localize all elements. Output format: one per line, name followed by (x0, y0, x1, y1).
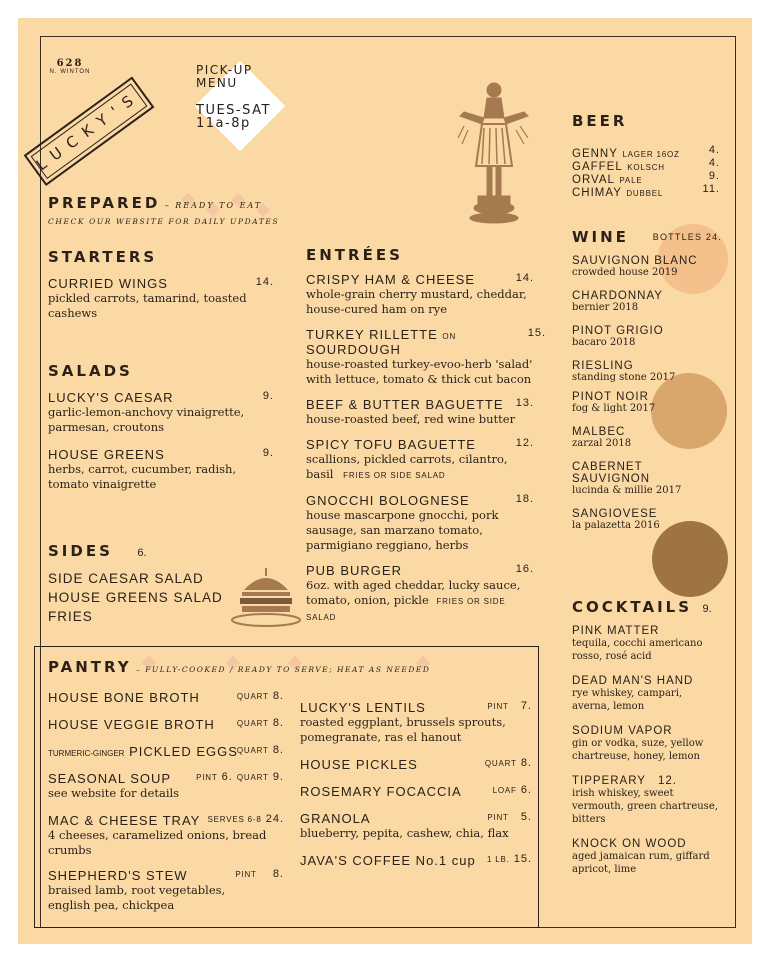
item-unit: QUART (484, 759, 517, 768)
item-name-part: SOURDOUGH (306, 342, 401, 357)
sides-price: 6. (137, 547, 147, 559)
wine-producer: standing stone 2017 (572, 372, 676, 383)
item-name: HOUSE VEGGIE BROTH (48, 717, 215, 732)
item-price: 6. (221, 771, 233, 783)
side-item: HOUSE GREENS SALAD (48, 590, 223, 605)
item-name: BEEF & BUTTER BAGUETTE (306, 397, 504, 412)
menu-item (306, 437, 534, 483)
item-unit: PINT (196, 773, 218, 782)
wine-producer: crowded house 2019 (572, 267, 678, 278)
item-note: FRIES OR SIDE SALAD (343, 471, 446, 480)
menu-item (306, 327, 546, 387)
wine-section (572, 228, 722, 531)
beer-price: 11. (702, 183, 720, 195)
item-name: LUCKY'S LENTILS (300, 700, 426, 715)
beer-style: LAGER 16OZ (622, 150, 680, 159)
item-note: FRIES OR SIDE SALAD (306, 597, 506, 622)
address-street: N. WINTON (49, 69, 91, 75)
cocktail-name: PINK MATTER (572, 625, 660, 637)
item-name-part: TURKEY RILLETTE (306, 327, 438, 342)
logo-text: LUCKY'S (32, 86, 144, 175)
item-desc: herbs, carrot, cucumber, radish, tomato vinaigrette (48, 462, 237, 491)
item-unit: PINT (235, 870, 257, 879)
cocktails-section (572, 598, 722, 876)
item-desc: roasted eggplant, brussels sprouts, pomegranate, ras el hanout (300, 715, 506, 744)
cocktails-header (572, 598, 722, 617)
item-price: 14. (255, 276, 274, 288)
pantry-item (300, 853, 532, 868)
pantry-title: PANTRY (48, 658, 132, 676)
beer-style: PALE (619, 176, 643, 185)
side-item: SIDE CAESAR SALAD (48, 571, 204, 586)
address (40, 58, 100, 75)
item-desc: garlic-lemon-anchovy vinaigrette, parmesan, croutons (48, 405, 245, 434)
prepared-tag: – READY TO EAT (164, 201, 263, 210)
item-unit: PINT (487, 813, 509, 822)
item-unit-price (487, 700, 532, 712)
beer-price: 4. (708, 144, 720, 156)
cocktails-title: COCKTAILS (572, 598, 693, 616)
wine-name: MALBEC (572, 426, 626, 438)
entrees-title: ENTRÉES (306, 246, 403, 264)
wine-name: RIESLING (572, 360, 634, 372)
pantry-item (48, 813, 284, 858)
pickup-line1: PICK-UP (196, 63, 253, 77)
item-name: CURRIED WINGS (48, 276, 168, 291)
address-number: 628 (56, 58, 84, 69)
cocktail-price: 12. (657, 775, 677, 787)
beer-style: DUBBEL (626, 189, 664, 198)
wine-name: PINOT GRIGIO (572, 325, 664, 337)
prepared-title: PREPARED (48, 194, 161, 212)
item-price: 18. (515, 493, 534, 505)
wine-header (572, 228, 722, 247)
wine-name: CHARDONNAY (572, 290, 663, 302)
item-desc: blueberry, pepita, cashew, chia, flax (300, 826, 509, 840)
cocktail-desc: irish whiskey, sweet vermouth, green chartreuse, bitters (572, 788, 718, 825)
wine-producer: lucinda & millie 2017 (572, 485, 682, 496)
item-unit: QUART (236, 746, 269, 755)
item-unit-price (196, 771, 284, 783)
pantry-item (48, 744, 284, 759)
item-unit-price (485, 757, 532, 769)
menu-item (306, 397, 534, 427)
pantry-item (300, 757, 532, 772)
item-name: LUCKY'S CAESAR (48, 390, 174, 405)
decor-circle-dark (652, 521, 728, 597)
item-name: SHEPHERD'S STEW (48, 868, 188, 883)
item-name-small: ON (442, 332, 457, 341)
item-desc: pickled carrots, tamarind, toasted cashews (48, 291, 247, 320)
item-price: 24. (265, 813, 284, 825)
item-unit: SERVES 6-8 (207, 815, 262, 824)
item-price: 8. (272, 744, 284, 756)
pantry-tag: – FULLY-COOKED / READY TO SERVE; HEAT AS NEEDED (136, 665, 431, 674)
pantry-item (48, 868, 284, 913)
entrees-section (306, 246, 546, 625)
cocktails-price: 9. (702, 603, 712, 615)
item-desc (306, 578, 534, 625)
pickup-hours: 11a-8p (196, 116, 251, 131)
pantry-item (48, 690, 284, 705)
item-unit: 1 LB. (486, 855, 510, 864)
item-price: 8. (272, 717, 284, 729)
item-price: 16. (515, 563, 534, 575)
wine-item (572, 360, 722, 383)
pickup-days: TUES-SAT (196, 103, 271, 118)
item-unit: QUART (236, 692, 269, 701)
item-desc: braised lamb, root vegetables, english pea, chickpea (48, 883, 226, 912)
item-name: JAVA'S COFFEE No.1 cup (300, 853, 476, 868)
cocktail-item (572, 625, 722, 663)
wine-producer: fog & light 2017 (572, 403, 656, 414)
item-unit-price (493, 784, 532, 796)
sides-title: SIDES (48, 542, 113, 560)
item-price: 15. (513, 853, 532, 865)
item-desc: whole-grain cherry mustard, cheddar, house-cured ham on rye (306, 287, 527, 316)
cocktail-name: KNOCK ON WOOD (572, 838, 687, 850)
hula-dancer-illustration (454, 78, 534, 228)
wine-item (572, 508, 722, 531)
cocktail-name: SODIUM VAPOR (572, 725, 673, 737)
pantry-right (300, 700, 532, 868)
beer-title: BEER (572, 112, 628, 130)
beer-row (572, 183, 720, 201)
pickup-block (196, 64, 286, 130)
item-name: PUB BURGER (306, 563, 402, 578)
menu-item (306, 563, 534, 625)
item-name: ROSEMARY FOCACCIA (300, 784, 462, 799)
wine-item (572, 290, 722, 313)
menu-item (306, 272, 534, 317)
item-desc (306, 452, 534, 483)
wine-name: PINOT NOIR (572, 391, 649, 403)
item-unit-price (237, 717, 284, 729)
item-price: 9. (272, 771, 284, 783)
item-price: 13. (515, 397, 534, 409)
item-unit-price (237, 744, 284, 756)
beer-name: CHIMAY (572, 187, 622, 199)
pantry-item (300, 700, 532, 745)
item-name: PICKLED EGGS (129, 744, 238, 759)
cocktail-desc: gin or vodka, suze, yellow chartreuse, honey, lemon (572, 738, 704, 762)
item-unit-price (487, 811, 532, 823)
item-name: GRANOLA (300, 811, 371, 826)
item-unit: PINT (487, 702, 509, 711)
cocktail-name: DEAD MAN'S HAND (572, 675, 694, 687)
cocktail-item (572, 775, 722, 826)
wine-name: SAUVIGNON BLANC (572, 255, 698, 267)
item-unit-price (208, 813, 284, 825)
item-price: 8. (520, 757, 532, 769)
item-price: 7. (520, 700, 532, 712)
item-price: 12. (515, 437, 534, 449)
cocktail-item (572, 675, 722, 713)
item-name: GNOCCHI BOLOGNESE (306, 493, 470, 508)
starters-title: STARTERS (48, 248, 158, 266)
cocktail-desc: rye whiskey, campari, averna, lemon (572, 688, 683, 712)
pickup-line2: MENU (196, 76, 238, 90)
cocktail-name-row (572, 775, 722, 787)
side-item: FRIES (48, 609, 93, 624)
wine-item (572, 461, 722, 496)
menu-page (18, 18, 752, 944)
wine-title: WINE (572, 228, 629, 246)
beer-style: KOLSCH (627, 163, 665, 172)
beer-price: 4. (708, 157, 720, 169)
item-price: 15. (527, 327, 546, 339)
item-desc: house mascarpone gnocchi, pork sausage, san marzano tomato, parmigiano reggiano, herbs (306, 508, 499, 552)
item-price: 9. (262, 447, 274, 459)
cocktail-item (572, 725, 722, 763)
item-unit: QUART (236, 719, 269, 728)
pantry-item (48, 717, 284, 732)
pantry-item (48, 771, 284, 801)
item-name: CRISPY HAM & CHEESE (306, 272, 476, 287)
pantry-left (48, 690, 284, 913)
prepared-header (48, 194, 308, 226)
item-name: HOUSE PICKLES (300, 757, 418, 772)
item-unit-price (237, 690, 284, 702)
beer-name: ORVAL (572, 174, 615, 186)
wine-producer: zarzal 2018 (572, 438, 632, 449)
wine-note: BOTTLES 24. (652, 232, 722, 242)
wine-item (572, 426, 722, 449)
wine-item (572, 391, 722, 414)
item-price: 9. (262, 390, 274, 402)
sides-header (48, 542, 274, 561)
item-unit: QUART (236, 773, 269, 782)
item-price: 8. (272, 868, 284, 880)
item-desc: house-roasted turkey-evoo-herb 'salad' with lettuce, tomato & thick cut bacon (306, 357, 533, 386)
item-unit: LOAF (492, 786, 517, 795)
item-price: 8. (272, 690, 284, 702)
item-prefix: TURMERIC-GINGER (48, 749, 125, 758)
wine-producer: bacaro 2018 (572, 337, 636, 348)
item-desc-text: 6oz. with aged cheddar, lucky sauce, tomato, onion, pickle (306, 578, 521, 607)
wine-item (572, 325, 722, 348)
menu-item (48, 390, 274, 435)
prepared-note: CHECK OUR WEBSITE FOR DAILY UPDATES (48, 217, 280, 226)
burger-illustration (230, 566, 302, 628)
menu-item (48, 276, 274, 321)
item-unit-price (487, 853, 532, 865)
wine-name: CABERNET SAUVIGNON (572, 461, 651, 485)
cocktail-name: TIPPERARY (572, 775, 646, 787)
item-desc: house-roasted beef, red wine butter (306, 412, 516, 426)
pantry-item (300, 784, 532, 799)
menu-item (48, 447, 274, 492)
starters-section (48, 248, 274, 321)
item-price: 14. (515, 272, 534, 284)
beer-name: GENNY (572, 148, 618, 160)
beer-price: 9. (708, 170, 720, 182)
item-name: HOUSE GREENS (48, 447, 165, 462)
item-name (306, 327, 534, 357)
item-name: MAC & CHEESE TRAY (48, 813, 201, 828)
wine-producer: la palazetta 2016 (572, 520, 660, 531)
pantry-header (48, 658, 518, 677)
item-desc-text: scallions, pickled carrots, cilantro, basil (306, 452, 508, 481)
beer-name: GAFFEL (572, 161, 623, 173)
wine-name: SANGIOVESE (572, 508, 658, 520)
item-desc: see website for details (48, 786, 180, 800)
menu-item (306, 493, 534, 553)
pantry-item (300, 811, 532, 841)
item-name: HOUSE BONE BROTH (48, 690, 200, 705)
wine-item (572, 255, 722, 278)
salads-title: SALADS (48, 362, 133, 380)
item-price: 6. (520, 784, 532, 796)
beer-section (572, 112, 722, 144)
item-name: SPICY TOFU BAGUETTE (306, 437, 476, 452)
item-unit-price (235, 868, 284, 880)
item-price: 5. (520, 811, 532, 823)
cocktail-item (572, 838, 722, 876)
cocktail-desc: tequila, cocchi americano rosso, rosé acid (572, 638, 703, 662)
item-name: SEASONAL SOUP (48, 771, 172, 786)
salads-section (48, 362, 274, 492)
cocktail-desc: aged jamaican rum, giffard apricot, lime (572, 851, 710, 875)
item-desc: 4 cheeses, caramelized onions, bread crumbs (48, 828, 267, 857)
wine-producer: bernier 2018 (572, 302, 639, 313)
